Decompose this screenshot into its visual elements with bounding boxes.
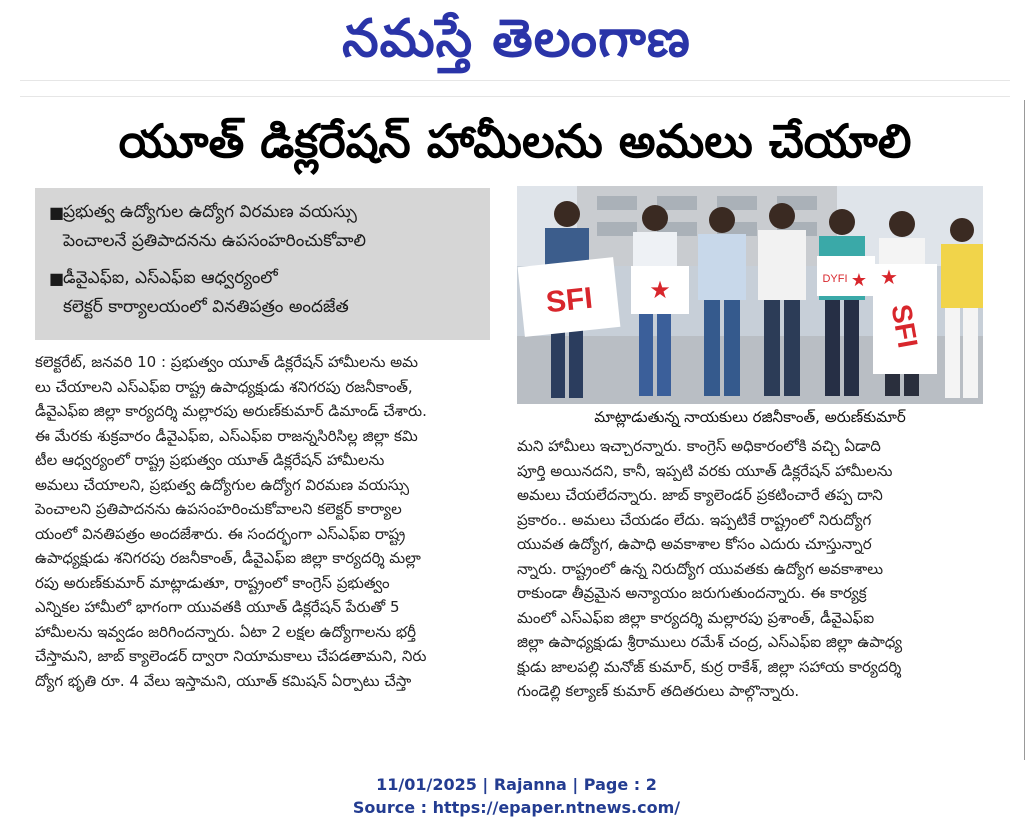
body-line: ఈ మేరకు శుక్రవారం డీవైఎఫ్ఐ, ఎస్ఎఫ్ఐ రాజన్నసిరిసిల్ల జిల్లా కమి	[35, 426, 418, 445]
article-body-left	[35, 350, 490, 693]
body-line: అమలు చేయాలని, ప్రభుత్వ ఉద్యోగుల ఉద్యోగ విరమణ వయస్సు	[35, 475, 410, 494]
banner-right-text: SFI	[885, 301, 924, 351]
body-line: యువత ఉద్యోగ, ఉపాధి అవకాశాల కోసం ఎదురు చూస్తున్నార	[517, 535, 872, 553]
star-icon: ★	[649, 276, 671, 304]
highlight-line: ప్రభుత్వ ఉద్యోగుల ఉద్యోగ విరమణ వయస్సు	[63, 202, 357, 222]
news-photo	[517, 186, 983, 404]
body-line: హామీలను ఇవ్వడం జరిగిందన్నారు. ఏటా 2 లక్షల ఉద్యోగాలను భర్తీ	[35, 622, 416, 641]
body-line: జిల్లా ఉపాధ్యక్షుడు శ్రీరాములు రమేశ్ చంద్ర, ఎస్ఎఫ్ఐ జిల్లా ఉపాధ్య	[517, 633, 903, 651]
body-line: మంలో ఎస్ఎఫ్ఐ జిల్లా కార్యదర్శి మల్లారపు ప్రశాంత్, డీవైఎఫ్ఐ	[517, 608, 875, 627]
body-line: యంలో వినతిపత్రం అందజేశారు. ఈ సందర్భంగా ఎస్ఎఫ్ఐ రాష్ట్ర	[35, 524, 406, 543]
highlight-item	[49, 198, 480, 256]
body-line: టీల ఆధ్వర్యంలో రాష్ట్ర ప్రభుత్వం యూత్ డిక్లరేషన్ హామీలను	[35, 451, 385, 469]
masthead-divider	[20, 80, 1010, 81]
body-line: ద్యోగ భృతి రూ. 4 వేలు ఇస్తామని, యూత్ కమిషన్ ఏర్పాటు చేస్తా	[35, 671, 412, 690]
masthead: నమస్తే తెలంగాణ	[342, 8, 691, 69]
highlights-box	[35, 188, 490, 340]
body-line: రాకుండా తీవ్రమైన అన్యాయం జరుగుతుందన్నారు. ఈ కార్యక్ర	[517, 584, 867, 602]
body-line: పూర్తి అయినదని, కానీ, ఇప్పటి వరకు యూత్ డిక్లరేషన్ హామీలను	[517, 461, 893, 480]
highlight-line: పెంచాలనే ప్రతిపాదనను ఉపసంహరించుకోవాలి	[63, 231, 366, 251]
body-line: మని హామీలు ఇచ్చారన్నారు. కాంగ్రెస్ అధికారంలోకి వచ్చి ఏడాది	[517, 437, 881, 455]
bullet-icon: ■	[49, 269, 65, 288]
body-line: చేస్తామని, జాబ్ క్యాలెండర్ ద్వారా నియామకాలు చేపడతామని, నిరు	[35, 647, 427, 665]
article-body-right	[517, 434, 983, 704]
body-line: ఉపాధ్యక్షుడు శనిగరపు రజనీకాంత్, డీవైఎఫ్ఐ జిల్లా కార్యదర్శి మల్లా	[35, 549, 421, 567]
highlight-line: డీవైఎఫ్ఐ, ఎస్ఎఫ్ఐ ఆధ్వర్యంలో	[63, 268, 278, 288]
footer-date-line: 11/01/2025 | Rajanna | Page : 2	[376, 775, 657, 794]
body-line: ప్రకారం.. అమలు చేయడం లేదు. ఇప్పటికే రాష్ట్రంలో నిరుద్యోగ	[517, 510, 872, 529]
footer-source-line: Source : https://epaper.ntnews.com/	[352, 798, 681, 817]
body-line: కలెక్టరేట్, జనవరి 10 : ప్రభుత్వం యూత్ డిక్లరేషన్ హామీలను అమ	[35, 353, 419, 371]
body-line: గుండెల్లి కల్యాణ్ కుమార్ తదితరులు పాల్గొన్నారు.	[517, 682, 800, 700]
body-line: పెంచాలని ప్రతిపాదనను ఉపసంహరించుకోవాలని కలెక్టర్ కార్యాల	[35, 500, 402, 518]
article-headline: యూత్ డిక్లరేషన్ హామీలను అమలు చేయాలి	[118, 114, 912, 168]
photo-caption: మాట్లాడుతున్న నాయకులు రజినీకాంత్, అరుణ్‌కుమార్	[594, 408, 906, 426]
bullet-icon: ■	[49, 203, 65, 222]
flag-text: DYFI	[822, 273, 848, 285]
star-icon: ★	[850, 270, 868, 291]
star-icon: ★	[880, 265, 898, 289]
masthead-divider-lower	[20, 96, 1010, 97]
body-line: డీవైఎఫ్ఐ జిల్లా కార్యదర్శి మల్లారపు అరుణ్‌కుమార్ డిమాండ్ చేశారు.	[35, 402, 427, 420]
body-line: అమలు చేయలేదన్నారు. జాబ్ క్యాలెండర్ ప్రకటించారే తప్ప దాని	[517, 486, 883, 504]
page-edge-rule	[1024, 100, 1025, 760]
banner-left-text: SFI	[544, 281, 595, 320]
highlight-line: కలెక్టర్ కార్యాలయంలో వినతిపత్రం అందజేత	[63, 297, 349, 317]
body-line: క్షుడు జాలపల్లి మనోజ్ కుమార్, కుర్ర రాకేశ్, జిల్లా సహాయ కార్యదర్శి	[517, 657, 902, 676]
body-line: ఎన్నికల హామీలో భాగంగా యువతకి యూత్ డిక్లరేషన్ పేరుతో 5	[35, 598, 400, 616]
body-line: రపు అరుణ్‌కుమార్ మాట్లాడుతూ, రాష్ట్రంలో కాంగ్రెస్ ప్రభుత్వం	[35, 573, 390, 592]
highlight-item	[49, 264, 480, 322]
body-line: లు చేయాలని ఎస్ఎఫ్ఐ రాష్ట్ర ఉపాధ్యక్షుడు శనిగరపు రజనీకాంత్,	[35, 377, 413, 396]
body-line: న్నారు. రాష్ట్రంలో ఉన్న నిరుద్యోగ యువతకు ఉద్యోగ అవకాశాలు	[517, 559, 884, 578]
